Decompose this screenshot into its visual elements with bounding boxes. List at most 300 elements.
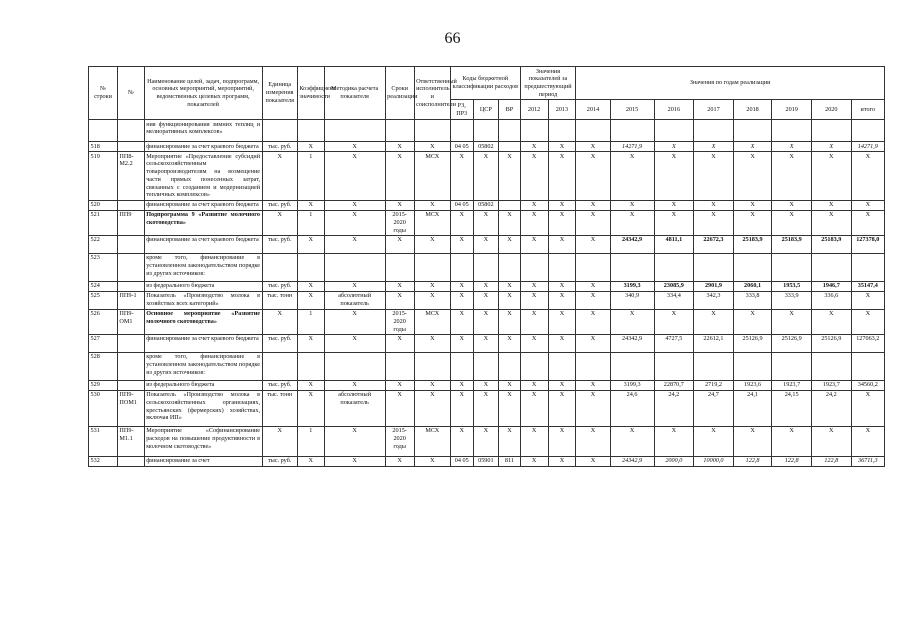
value-cell: [576, 120, 610, 142]
header-rz: РЗ, ПР3: [451, 100, 473, 120]
rz-cell: 04 05: [451, 142, 473, 152]
value-cell: 34560,2: [851, 380, 884, 390]
header-2020: 2020: [811, 100, 851, 120]
value-cell: X: [576, 380, 610, 390]
unit-cell: X: [262, 426, 297, 456]
value-cell: X: [694, 200, 734, 210]
value-cell: X: [654, 142, 694, 152]
value-cell: 36711,3: [851, 456, 884, 466]
value-cell: [520, 253, 548, 281]
value-cell: 24342,9: [610, 456, 654, 466]
unit-cell: X: [262, 152, 297, 201]
period-cell: [385, 352, 414, 380]
coef-cell: 1: [297, 309, 324, 334]
coef-cell: X: [297, 456, 324, 466]
value-cell: X: [548, 235, 576, 253]
period-cell: [385, 253, 414, 281]
header-pre-period: Значения показателей за предшествующий период: [520, 67, 576, 100]
unit-cell: тыс. тонн: [262, 291, 297, 309]
header-2014: 2014: [576, 100, 610, 120]
value-cell: 334,4: [654, 291, 694, 309]
item-name-cell: финансирование за счет краевого бюджета: [144, 334, 262, 352]
value-cell: X: [576, 291, 610, 309]
csr-cell: X: [473, 309, 499, 334]
vr-cell: X: [499, 334, 520, 352]
item-code-cell: [117, 380, 144, 390]
executor-cell: X: [414, 334, 450, 352]
value-cell: 127063,2: [851, 334, 884, 352]
value-cell: X: [548, 152, 576, 201]
item-code-cell: [117, 352, 144, 380]
coef-cell: X: [297, 142, 324, 152]
header-2018: 2018: [733, 100, 772, 120]
rz-cell: 04 05: [451, 456, 473, 466]
row-number-cell: 527: [89, 334, 118, 352]
value-cell: X: [576, 210, 610, 235]
row-number-cell: 532: [89, 456, 118, 466]
value-cell: [694, 120, 734, 142]
table-row: [89, 426, 885, 456]
value-cell: X: [610, 200, 654, 210]
table-body: [89, 120, 885, 467]
unit-cell: тыс. руб.: [262, 334, 297, 352]
value-cell: [610, 253, 654, 281]
rz-cell: X: [451, 291, 473, 309]
method-cell: [324, 352, 385, 380]
value-cell: X: [811, 142, 851, 152]
unit-cell: [262, 352, 297, 380]
value-cell: X: [548, 390, 576, 426]
csr-cell: X: [473, 334, 499, 352]
value-cell: X: [548, 281, 576, 291]
value-cell: 24,2: [811, 390, 851, 426]
row-number-cell: 530: [89, 390, 118, 426]
value-cell: X: [520, 142, 548, 152]
value-cell: X: [654, 309, 694, 334]
vr-cell: X: [499, 235, 520, 253]
table-row: [89, 380, 885, 390]
value-cell: [851, 253, 884, 281]
value-cell: 122,8: [811, 456, 851, 466]
item-code-cell: [117, 281, 144, 291]
header-2015: 2015: [610, 100, 654, 120]
item-name-cell: финансирование за счет: [144, 456, 262, 466]
value-cell: 25126,9: [811, 334, 851, 352]
row-number-cell: 518: [89, 142, 118, 152]
table-row: [89, 309, 885, 334]
item-name-cell: Подпрограмма 9 «Развитие молочного скотоводства»: [144, 210, 262, 235]
vr-cell: X: [499, 380, 520, 390]
rz-cell: X: [451, 210, 473, 235]
rz-cell: X: [451, 309, 473, 334]
header-no: №: [117, 67, 144, 120]
csr-cell: 05802: [473, 200, 499, 210]
coef-cell: [297, 253, 324, 281]
value-cell: 122,8: [772, 456, 812, 466]
value-cell: [733, 120, 772, 142]
executor-cell: X: [414, 281, 450, 291]
method-cell: абсолютный показатель: [324, 390, 385, 426]
value-cell: [520, 352, 548, 380]
rz-cell: 04 05: [451, 200, 473, 210]
value-cell: X: [772, 152, 812, 201]
value-cell: X: [576, 390, 610, 426]
value-cell: X: [520, 200, 548, 210]
value-cell: X: [576, 456, 610, 466]
unit-cell: [262, 253, 297, 281]
item-name-cell: Мероприятие «Предоставление субсидий сельскохозяйственным товаропроизводителям на возмещение части прямых понесенных затрат, связанных с созданием и модернизацией тепличных комплексов»: [146, 152, 261, 199]
value-cell: X: [772, 309, 812, 334]
table-row: [89, 210, 885, 235]
executor-cell: [414, 120, 450, 142]
vr-cell: [499, 120, 520, 142]
value-cell: X: [576, 152, 610, 201]
value-cell: X: [654, 210, 694, 235]
coef-cell: [297, 352, 324, 380]
vr-cell: X: [499, 152, 520, 201]
header-total: итого: [851, 100, 884, 120]
value-cell: X: [548, 200, 576, 210]
csr-cell: [473, 253, 499, 281]
value-cell: 24342,9: [610, 235, 654, 253]
value-cell: X: [733, 210, 772, 235]
vr-cell: [499, 200, 520, 210]
value-cell: 1923,7: [811, 380, 851, 390]
item-code-cell: ПП9-М1.1: [117, 426, 144, 456]
value-cell: 342,3: [694, 291, 734, 309]
item-code-cell: [117, 456, 144, 466]
header-2017: 2017: [694, 100, 734, 120]
value-cell: X: [610, 309, 654, 334]
unit-cell: [262, 120, 297, 142]
value-cell: 24,15: [772, 390, 812, 426]
value-cell: 1923,6: [733, 380, 772, 390]
period-cell: X: [385, 291, 414, 309]
value-cell: X: [851, 200, 884, 210]
csr-cell: X: [473, 426, 499, 456]
value-cell: X: [520, 152, 548, 201]
executor-cell: [414, 352, 450, 380]
item-name-cell: кроме того, финансирование в установленном законодательством порядке из других источников:: [144, 253, 262, 281]
value-cell: X: [694, 210, 734, 235]
value-cell: 22612,1: [694, 334, 734, 352]
csr-cell: X: [473, 390, 499, 426]
value-cell: X: [520, 309, 548, 334]
value-cell: X: [654, 426, 694, 456]
value-cell: 2000,0: [654, 456, 694, 466]
value-cell: 24,7: [694, 390, 734, 426]
value-cell: X: [733, 142, 772, 152]
vr-cell: X: [499, 426, 520, 456]
method-cell: абсолютный показатель: [324, 291, 385, 309]
value-cell: X: [576, 281, 610, 291]
method-cell: X: [324, 281, 385, 291]
value-cell: X: [694, 426, 734, 456]
value-cell: [654, 253, 694, 281]
value-cell: 4727,5: [654, 334, 694, 352]
value-cell: [772, 120, 812, 142]
coef-cell: X: [297, 291, 324, 309]
value-cell: X: [520, 281, 548, 291]
period-cell: X: [385, 281, 414, 291]
value-cell: X: [851, 210, 884, 235]
unit-cell: тыс. тонн: [262, 390, 297, 426]
coef-cell: X: [297, 200, 324, 210]
period-cell: X: [385, 152, 414, 201]
item-name-cell: финансирование за счет краевого бюджета: [144, 200, 262, 210]
value-cell: 14271,9: [610, 142, 654, 152]
value-cell: 2060,1: [733, 281, 772, 291]
executor-cell: МСХ: [414, 152, 450, 201]
coef-cell: 1: [297, 152, 324, 201]
header-budget-codes: Коды бюджетной классификации расходов: [451, 67, 521, 100]
period-cell: X: [385, 456, 414, 466]
value-cell: [772, 352, 812, 380]
value-cell: X: [548, 210, 576, 235]
executor-cell: X: [414, 235, 450, 253]
period-cell: X: [385, 380, 414, 390]
value-cell: X: [694, 309, 734, 334]
item-name-cell: из федерального бюджета: [144, 281, 262, 291]
row-number-cell: 523: [89, 253, 118, 281]
value-cell: X: [610, 152, 654, 201]
value-cell: X: [811, 309, 851, 334]
rz-cell: X: [451, 426, 473, 456]
method-cell: [324, 253, 385, 281]
value-cell: [733, 253, 772, 281]
header-period: Сроки реализации: [385, 67, 414, 120]
header-row-no: № строки: [89, 67, 118, 120]
value-cell: X: [520, 426, 548, 456]
value-cell: X: [851, 426, 884, 456]
header-2012: 2012: [520, 100, 548, 120]
value-cell: X: [520, 334, 548, 352]
item-name-cell: из федерального бюджета: [144, 380, 262, 390]
method-cell: X: [324, 200, 385, 210]
value-cell: X: [851, 152, 884, 201]
rz-cell: X: [451, 152, 473, 201]
value-cell: X: [610, 210, 654, 235]
period-cell: 2015-2020 годы: [385, 426, 414, 456]
value-cell: [694, 352, 734, 380]
csr-cell: X: [473, 235, 499, 253]
row-number-cell: 529: [89, 380, 118, 390]
value-cell: [520, 120, 548, 142]
header-2013: 2013: [548, 100, 576, 120]
executor-cell: МСХ: [414, 309, 450, 334]
rz-cell: X: [451, 380, 473, 390]
vr-cell: [499, 352, 520, 380]
period-cell: X: [385, 142, 414, 152]
value-cell: 24342,9: [610, 334, 654, 352]
executor-cell: X: [414, 291, 450, 309]
value-cell: X: [520, 456, 548, 466]
item-code-cell: [117, 142, 144, 152]
item-code-cell: ПП9-ОМ1: [117, 309, 144, 334]
row-number-cell: [89, 120, 118, 142]
value-cell: [851, 120, 884, 142]
value-cell: [548, 120, 576, 142]
value-cell: 333,8: [733, 291, 772, 309]
unit-cell: X: [262, 309, 297, 334]
value-cell: X: [548, 291, 576, 309]
value-cell: X: [548, 426, 576, 456]
executor-cell: X: [414, 390, 450, 426]
csr-cell: X: [473, 281, 499, 291]
vr-cell: X: [499, 390, 520, 426]
value-cell: 2719,2: [694, 380, 734, 390]
value-cell: [733, 352, 772, 380]
value-cell: X: [851, 291, 884, 309]
value-cell: 340,9: [610, 291, 654, 309]
row-number-cell: 522: [89, 235, 118, 253]
value-cell: 25183,9: [811, 235, 851, 253]
table-row: [89, 200, 885, 210]
value-cell: X: [576, 334, 610, 352]
vr-cell: [499, 142, 520, 152]
item-name-cell: финансирование за счет краевого бюджета: [144, 142, 262, 152]
coef-cell: 1: [297, 210, 324, 235]
value-cell: 23085,9: [654, 281, 694, 291]
unit-cell: X: [262, 210, 297, 235]
value-cell: X: [811, 210, 851, 235]
vr-cell: [499, 253, 520, 281]
value-cell: X: [811, 426, 851, 456]
header-unit: Единица измерения показателя: [262, 67, 297, 120]
unit-cell: тыс. руб.: [262, 456, 297, 466]
value-cell: X: [772, 200, 812, 210]
method-cell: X: [324, 426, 385, 456]
method-cell: X: [324, 142, 385, 152]
value-cell: X: [654, 200, 694, 210]
value-cell: 25183,9: [733, 235, 772, 253]
method-cell: [324, 120, 385, 142]
method-cell: X: [324, 210, 385, 235]
value-cell: 4811,1: [654, 235, 694, 253]
value-cell: 22672,3: [694, 235, 734, 253]
value-cell: [654, 120, 694, 142]
value-cell: 25126,9: [772, 334, 812, 352]
header-2016: 2016: [654, 100, 694, 120]
csr-cell: [473, 120, 499, 142]
value-cell: 3199,3: [610, 380, 654, 390]
value-cell: X: [548, 334, 576, 352]
value-cell: [811, 253, 851, 281]
value-cell: X: [576, 426, 610, 456]
item-code-cell: [117, 235, 144, 253]
value-cell: [851, 352, 884, 380]
item-code-cell: ПП9-ПОМ1: [117, 390, 144, 426]
program-table: [88, 66, 885, 467]
vr-cell: 811: [499, 456, 520, 466]
value-cell: X: [548, 380, 576, 390]
value-cell: X: [520, 380, 548, 390]
header-by-years: Значения по годам реализации: [576, 67, 885, 100]
row-number-cell: 520: [89, 200, 118, 210]
value-cell: 10000,0: [694, 456, 734, 466]
item-name-cell: кроме того, финансирование в установленном законодательством порядке из других источников:: [144, 352, 262, 380]
value-cell: 24,6: [610, 390, 654, 426]
value-cell: 336,6: [811, 291, 851, 309]
value-cell: [548, 253, 576, 281]
header-executor: Ответственный исполнитель и соисполнители: [414, 67, 450, 120]
table-row: [89, 390, 885, 426]
value-cell: X: [610, 426, 654, 456]
csr-cell: X: [473, 291, 499, 309]
value-cell: X: [576, 142, 610, 152]
period-cell: X: [385, 334, 414, 352]
value-cell: X: [548, 309, 576, 334]
method-cell: X: [324, 309, 385, 334]
table-row: [89, 142, 885, 152]
value-cell: X: [520, 235, 548, 253]
period-cell: X: [385, 200, 414, 210]
header-method: Методика расчета показателя: [324, 67, 385, 120]
header-coef: Коэффициент значимости: [297, 67, 324, 120]
item-code-cell: [117, 334, 144, 352]
period-cell: X: [385, 390, 414, 426]
period-cell: 2015-2020 годы: [385, 210, 414, 235]
value-cell: 14271,9: [851, 142, 884, 152]
executor-cell: МСХ: [414, 426, 450, 456]
item-name-cell: Показатель «Производство молока в сельскохозяйственных организациях, крестьянских (фермерских) хозяйствах, включая ИП»: [144, 390, 262, 426]
value-cell: 127378,0: [851, 235, 884, 253]
method-cell: X: [324, 152, 385, 201]
coef-cell: X: [297, 334, 324, 352]
unit-cell: тыс. руб.: [262, 235, 297, 253]
row-number-cell: 521: [89, 210, 118, 235]
method-cell: X: [324, 235, 385, 253]
value-cell: X: [520, 390, 548, 426]
item-name-cell: Мероприятие «Софинансирование расходов на повышение продуктивности в молочном скотоводстве»: [144, 426, 262, 456]
vr-cell: X: [499, 210, 520, 235]
table-row: [89, 291, 885, 309]
coef-cell: [297, 120, 324, 142]
value-cell: X: [772, 426, 812, 456]
row-number-cell: 531: [89, 426, 118, 456]
vr-cell: X: [499, 309, 520, 334]
csr-cell: 05802: [473, 142, 499, 152]
value-cell: [548, 352, 576, 380]
value-cell: X: [548, 142, 576, 152]
row-number-cell: 519: [89, 152, 118, 201]
row-number-cell: 528: [89, 352, 118, 380]
value-cell: X: [576, 235, 610, 253]
value-cell: X: [772, 142, 812, 152]
csr-cell: 05901: [473, 456, 499, 466]
coef-cell: X: [297, 235, 324, 253]
value-cell: X: [576, 309, 610, 334]
vr-cell: X: [499, 291, 520, 309]
value-cell: X: [733, 152, 772, 201]
table-row: [89, 456, 885, 466]
unit-cell: тыс. руб.: [262, 200, 297, 210]
table-row: [89, 253, 885, 281]
value-cell: [610, 120, 654, 142]
period-cell: [385, 120, 414, 142]
header-name: Наименование целей, задач, подпрограмм, основных мероприятий, мероприятий, ведомственных целевых программ, показателей: [144, 67, 262, 120]
table-row: [89, 334, 885, 352]
executor-cell: X: [414, 456, 450, 466]
value-cell: [610, 352, 654, 380]
row-number-cell: 524: [89, 281, 118, 291]
unit-cell: тыс. руб.: [262, 281, 297, 291]
value-cell: X: [811, 200, 851, 210]
unit-cell: тыс. руб.: [262, 142, 297, 152]
rz-cell: [451, 120, 473, 142]
value-cell: [694, 253, 734, 281]
csr-cell: [473, 352, 499, 380]
